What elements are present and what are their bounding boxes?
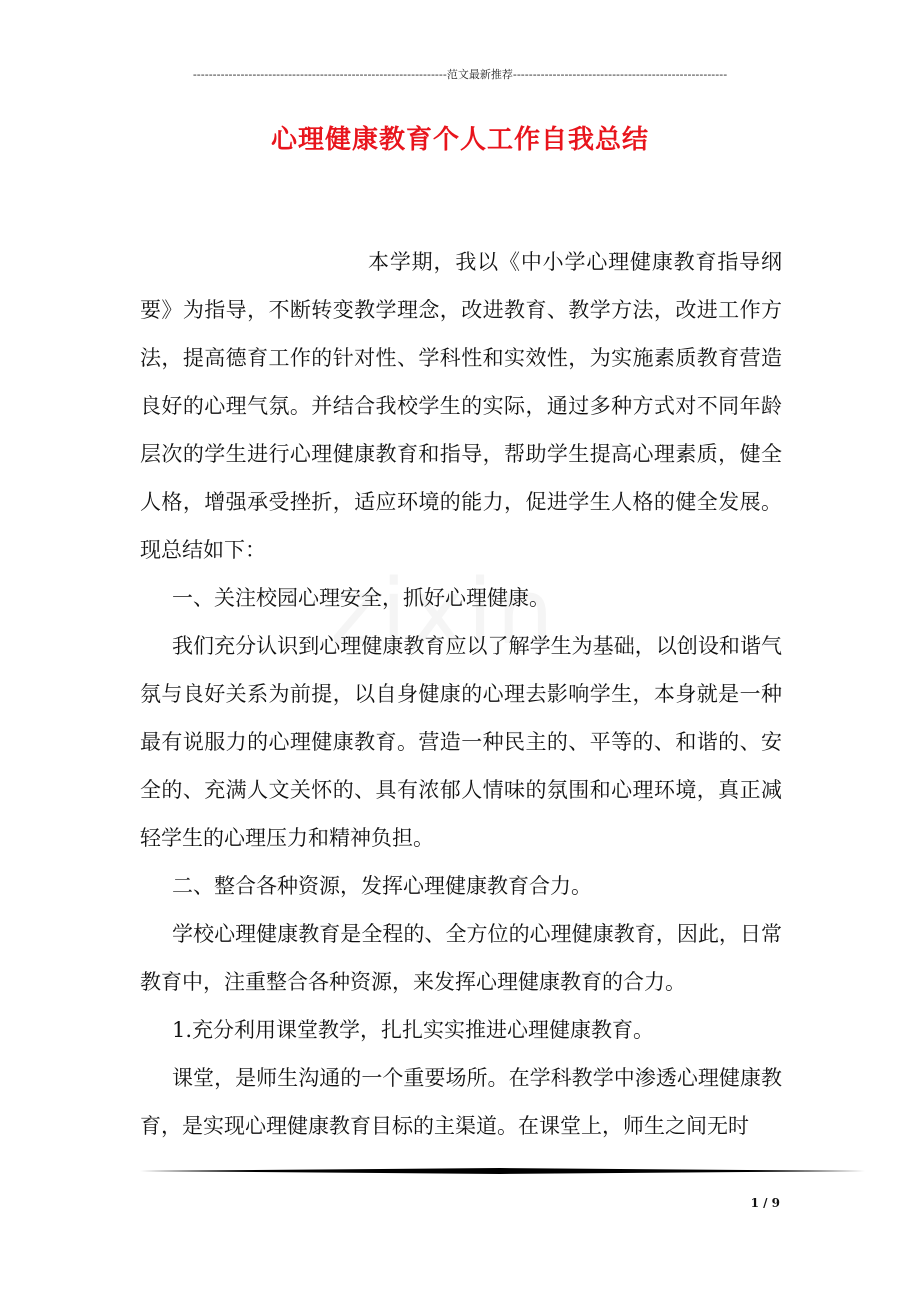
- intro-paragraph: 本学期，我以《中小学心理健康教育指导纲要》为指导，不断转变教学理念，改进教育、教学方法，改进工作方法，提高德育工作的针对性、学科性和实效性，为实施素质教育营造良好的心理气氛。并结合我校学生的实际，通过多种方式对不同年龄层次的学生进行心理健康教育和指导，帮助学生提高心理素质，健全人格，增强承受挫折，适应环境的能力，促进学生人格的健全发展。现总结如下：: [140, 250, 782, 562]
- page-number: 1 / 9: [750, 1196, 780, 1210]
- header-label: 范文最新推荐: [446, 68, 513, 81]
- document-title: 心理健康教育个人工作自我总结: [270, 125, 649, 155]
- header-dashes-right: ------------------------------------------------------: [512, 68, 728, 81]
- header-dashes-left: ----------------------------------------------------------------: [192, 68, 447, 81]
- section-heading-1: 一、关注校园心理安全，抓好心理健康。: [172, 586, 550, 610]
- section-heading-2: 二、整合各种资源，发挥心理健康教育合力。: [172, 874, 592, 898]
- footer-rule: [140, 1168, 865, 1174]
- document-body: [140, 238, 782, 1150]
- body-paragraph: 我们充分认识到心理健康教育应以了解学生为基础，以创设和谐气氛与良好关系为前提，以自身健康的心理去影响学生，本身就是一种最有说服力的心理健康教育。营造一种民主的、平等的、和谐的、安全的、充满人文关怀的、具有浓郁人情味的氛围和心理环境，真正减轻学生的心理压力和精神负担。: [140, 634, 782, 850]
- body-paragraph: 学校心理健康教育是全程的、全方位的心理健康教育，因此，日常教育中，注重整合各种资源，来发挥心理健康教育的合力。: [140, 922, 782, 994]
- page-header: [140, 68, 780, 82]
- subsection-heading-1: 1.充分利用课堂教学，扎扎实实推进心理健康教育。: [172, 1018, 655, 1042]
- body-paragraph: 课堂，是师生沟通的一个重要场所。在学科教学中渗透心理健康教育，是实现心理健康教育目标的主渠道。在课堂上，师生之间无时: [140, 1066, 782, 1138]
